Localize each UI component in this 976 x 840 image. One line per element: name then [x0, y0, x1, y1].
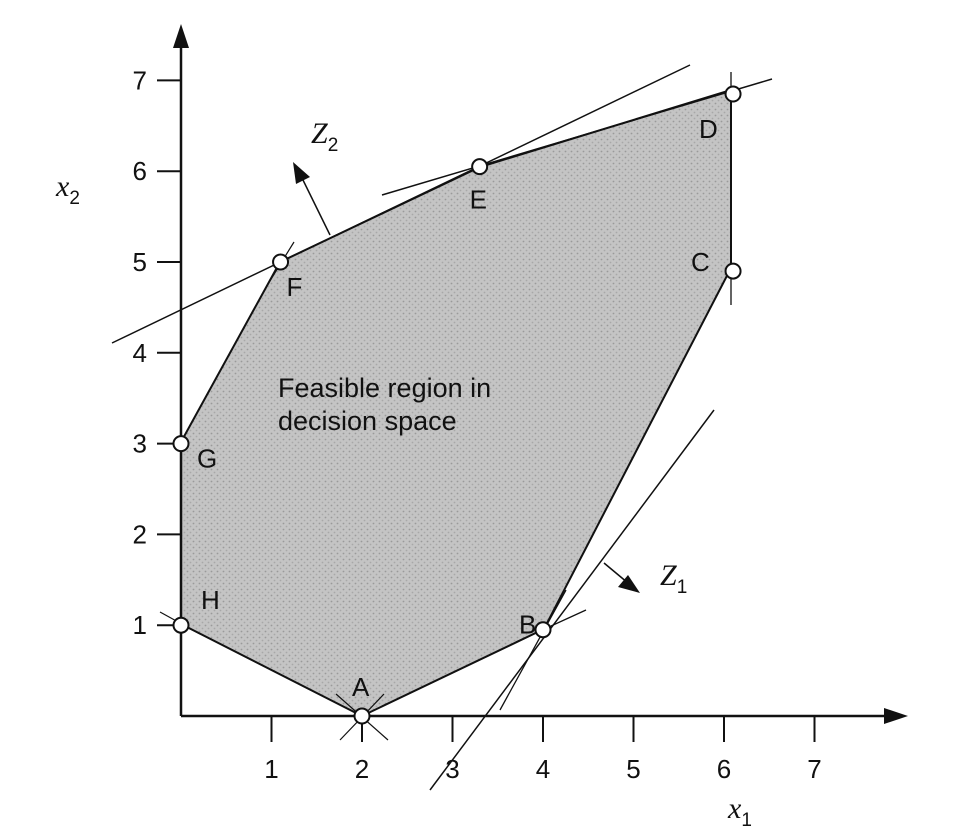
vertex-d	[726, 87, 741, 102]
vertex-b	[536, 622, 551, 637]
y-axis-ticks	[133, 65, 181, 640]
z2-arrowhead	[293, 162, 310, 184]
vertex-label-f: F	[286, 272, 303, 302]
x-tick-label-3: 3	[445, 754, 460, 784]
y-axis-title: $x_2$	[56, 170, 80, 209]
vertex-label-d: D	[699, 114, 718, 145]
y-axis-arrowhead	[173, 24, 189, 48]
region-label-line2: decision space	[278, 406, 457, 436]
x-tick-label-4: 4	[535, 754, 551, 784]
vertex-label-g: G	[197, 443, 218, 474]
vertex-label-a: A	[352, 672, 370, 702]
x-tick-label-6: 6	[716, 754, 732, 784]
vertex-label-c: C	[691, 247, 710, 278]
x-axis-title: $x_1$	[728, 792, 752, 831]
vertex-label-b: B	[519, 609, 537, 640]
x-tick-label-7: 7	[807, 754, 822, 784]
y-tick-label-3: 3	[132, 428, 147, 459]
x-axis-ticks	[264, 717, 821, 784]
x-tick-label-1: 1	[264, 754, 279, 784]
x-axis-arrowhead	[884, 708, 908, 724]
y-tick-label-6: 6	[132, 156, 147, 187]
vertex-f	[273, 255, 288, 270]
x-tick-label-5: 5	[626, 754, 641, 784]
vertex-c	[726, 264, 741, 279]
z1-label: $Z_1$	[660, 559, 688, 598]
z2-arrow-shaft	[302, 178, 330, 235]
y-tick-label-1: 1	[132, 610, 147, 641]
x-tick-label-2: 2	[354, 754, 370, 784]
vertex-h	[174, 618, 189, 633]
feasible-region	[181, 90, 731, 716]
vertex-e	[472, 159, 487, 174]
z2-label: $Z_2$	[311, 117, 339, 156]
vertex-label-e: E	[469, 184, 487, 215]
y-tick-label-7: 7	[132, 65, 147, 96]
y-tick-label-5: 5	[132, 247, 147, 277]
vertex-a	[355, 709, 370, 724]
region-label-line1: Feasible region in	[278, 373, 492, 403]
y-tick-label-2: 2	[132, 519, 147, 550]
y-tick-label-4: 4	[132, 337, 147, 368]
vertex-label-h: H	[201, 585, 220, 616]
vertex-g	[174, 436, 189, 451]
